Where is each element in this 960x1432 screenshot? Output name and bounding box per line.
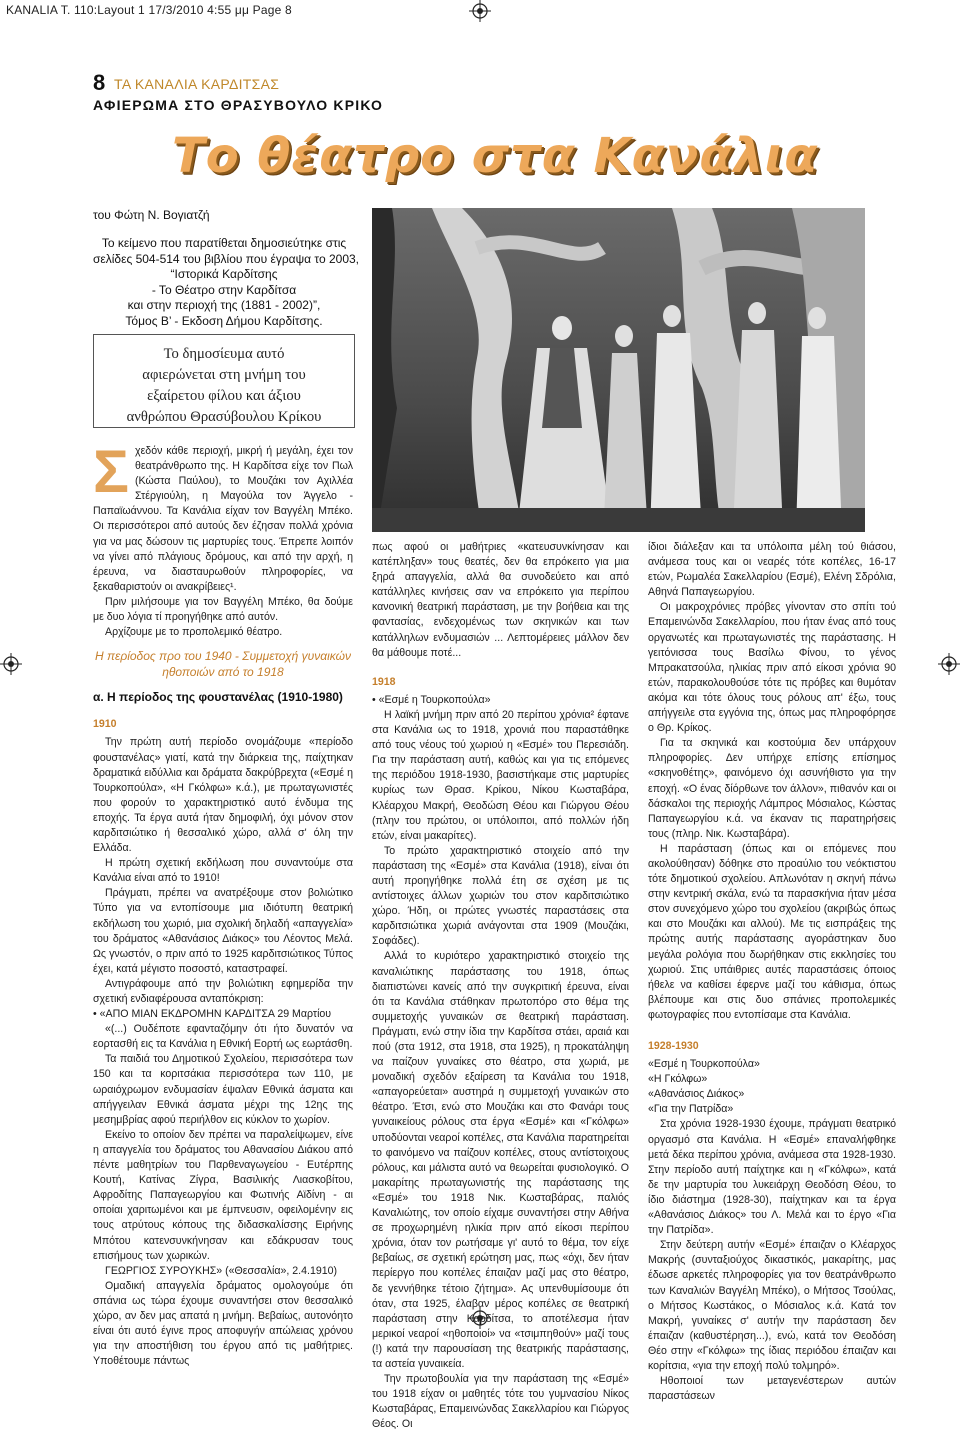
registration-mark-icon [938,653,960,675]
dedication-line: ανθρώπου Θρασύβουλου Κρίκου [126,409,322,425]
dedication-line: αφιερώνεται στη μνήμη του [142,367,306,383]
paragraph: Την πρώτη αυτή περίοδο ονομάζουμε «περίοδο φουστανέλας» γιατί, κατά την διάρκεια της, παίχτηκαν δραματικά ειδύλλια και δράματα δακρύβρεχτα («Εσμέ η Τουρκοπούλα», «Η Γκόλφω» κ.ά.), με πρωταγωνιστές που φορούν το χαρακτηριστικό αυτό ένδυμα της εποχής. Τα έργα αυτά ήταν δημοφιλή, όχι μόνον στον καρδιτσιώτικο ή θεσσαλικό χώρο, αλλά σ' όλη την Ελλάδα. [93,736,353,855]
paragraph: ίδιοι διάλεξαν και τα υπόλοιπα μέλη τού θιάσου, ανάμεσα τους και οι νεαρές τότε κοπέλες, 16-17 ετών, Ρωμαλέα Σακελλαρίου (Εσμέ), Ελένη Σδρόλια, Αθηνά Παπαγεωργίου. [648,541,896,599]
paragraph: Η παράσταση (όπως και οι επόμενες που ακολούθησαν) δόθηκε στο προαύλιο του νεόκτιστου τότε δημοτικού σχολείου. Απλωνόταν η σκηνή πάνω στην κεντρική σκάλα, ενώ τα παρασκήνια ήταν μέσα στον συνεχόμενο χώρο του σχολείου (ακριβώς όπως και στο Μουζάκι και αλλού). Με τις εισπράξεις της πρώτης αυτής παράστασης αγοράστηκαν δυο μεγάλα ρολόγια που δωρήθηκαν στις εκκλησίες του χωριού. Στις υπάιθριες αυτές παραστάσεις όποιος ήθελε να καθίσει έφερνε μαζί του κάθισμα, όπως βλέπουμε και στις δυο σπάνιες προπολεμικές φωτογραφίες που εντοπίσαμε στα Κανάλια. [648,842,896,1021]
paragraph: Η λαϊκή μνήμη πριν από 20 περίπου χρόνια² έφτανε στα Κανάλια ως το 1918, χρονιά που παραστάθηκε από τους νέους τού χωριού η «Εσμέ» του Περεσιάδη. Για την παράσταση αυτή, καθώς και για τις επόμενες της περιόδου 1918-1930, βασιστήκαμε στις μαρτυρίες κυρίως των Θρασ. Κρίκου, Νίκου Κωσταβάρα, Κλέαρχου Μακρή, Θεοδώση Θέου και Γιώργου Θέου (πλην του πρώτου, οι υπόλοιποι, από πολλών ήδη ετών, είναι μακαρίτες). [372,708,629,842]
paragraph: Στα χρόνια 1928-1930 έχουμε, πράγματι θεατρικό οργασμό στα Κανάλια. Η «Εσμέ» επαναλήφθηκε μετά δέκα περίπου χρόνια, ανάμεσα στα 1928-1930. Στην περίοδο αυτή παίχτηκε και η «Γκόλφω», κατά δε την μαρτυρία του λυκειάρχη Θεοδόση Θέου, το ίδιο διάστημα (1928-30), παίχτηκαν και τα έργα «Αθανάσιος Διάκος» του Λ. Μελά και το έργο «Για την Πατρίδα». [648,1118,896,1237]
page-number: 8 [93,70,106,95]
quote-paragraph: «(...) Ουδέποτε εφανταζόμην ότι ήτο δυνατόν να εορτασθή εις τα Κανάλια η Εθνική Εορτή ως εωρτάσθη. [93,1023,353,1051]
quote-heading: • «ΑΠΟ ΜΙΑΝ ΕΚΔΡΟΜΗΝ ΚΑΡΔΙΤΣΑ 29 Μαρτίου [93,1008,332,1021]
series-title: ΑΦΙΕΡΩΜΑ ΣΤΟ ΘΡΑΣΥΒΟΥΛΟ ΚΡΙΚΟ [93,97,384,113]
intro-line: Τόμος Β’ - Εκδοση Δήμου Καρδίτσης. [125,313,323,328]
play-title: «Η Γκόλφω» [648,1073,708,1086]
paragraph: Για τα σκηνικά και κοστούμια δεν υπάρχουν πληροφορίες. Δεν υπήρχε επίσης επίσημος «σκηνοθέτης», φαινόμενο όχι ασυνήθιστο για την εποχή. «Ο ένας δίόρθωνε τον άλλον», πιθανόν και οι δάσκαλοι της περιοχής Λάμπρος Μόσιαλος, Κώστας Παπαγεωργίου κ.ά. να έκαναν τις παρατηρήσεις τους (πληρ. Νικ. Κωσταβάρα). [648,737,896,840]
play-title: «Αθανάσιος Διάκος» [648,1088,745,1101]
paragraph: Αρχίζουμε με το προπολεμικό θέατρο. [105,626,283,639]
article-column-2 [372,540,629,1432]
intro-line: - Το Θέατρο στην Καρδίτσα [151,282,297,297]
article-column-1 [93,438,353,1369]
play-title: «Εσμέ η Τουρκοπούλα» [648,1058,760,1071]
drop-cap: Σ [93,438,130,505]
theatre-photo [372,208,865,532]
subheading: Η περίοδος προ του 1940 - Συμμετοχή γυναικών ηθοποιών από το 1918 [95,649,351,680]
section-heading: α. Η περίοδος της φουστανέλας (1910-1980) [93,690,343,705]
intro-note [93,236,360,330]
intro-line: Το κείμενο που παρατίθεται δημοσιεύτηκε στις [101,236,347,250]
year-heading: 1910 [93,718,117,731]
year-heading: 1928-1930 [648,1040,699,1052]
section-title: ΤΑ ΚΑΝΑΛΙΑ ΚΑΡΔΙΤΣΑΣ [114,76,280,92]
intro-line: σελίδες 504-514 του βιβλίου που έγραψα το 2003, [93,251,360,266]
paragraph: Αλλά το κυριότερο χαρακτηριστικό στοιχείο της καναλιώτικης παράστασης του 1918, όπως διαπιστώνει κανείς από την συγκριτική έρευνα, είναι ότι τα Κανάλια στάθηκαν πρωτοπόρο στο θέμα της συμμετοχής γυναικών σε θεατρική παράσταση. Πράγματι, ενώ στην ίδια την Καρδίτσα στάει, αραιά και πού (στα 1912, στα 1918, στα 1925), η προκατάληψη να παίζουν γυναίκες στο θέατρο, στα χωριά, με μοναδική σχεδόν εξαίρεση τα Κανάλια του 1918, «απαγορεύεται» αυστηρά η συμμετοχή γυναικών στο θέατρο. Έτσι, ενώ στο Μουζάκι και στο Φανάρι τους γυναικείους ρόλους στα έργα «Εσμέ» και «Γκόλφω» υποδύονται νεαροί κοπέλες, στα Κανάλια παρατηρείται το φαινόμενο να παίζουν κοπέλες, στους αντίστοιχους ρόλους, και μάλιστα αυτό να θεωρείται φυσιολογικό. Ο μακαρίτης πρωταγωνιστής της παράστασης της «Εσμέ» του 1918 Νικ. Κωσταβάρας, παλιός Καναλιώτης, τον οποίο είχαμε συναντήσει στην Αθήνα σε προχωρημένη ηλικία πριν από είκοσι περίπου χρόνια, όταν τον ρωτήσαμε γι' αυτό το θέμα, τον είχε βεβαίως, σε σχετική ερώτηση μας, πως «όχι, δεν ήταν περίεργο που κοπέλες έπαιζαν μαζί μας στο θέατρο, δε γεννήθηκε τέτοιο ζήτημα». Ας υπενθυμίσουμε ότι όταν, στα 1925, έλαβαν μέρος κοπέλες σε θεατρική παράσταση στην Καρδίτσα, το αποτέλεσμα ήταν μερικοί νεαροί «ηθοποιοί» να «τσιμπηθούν» μαζί τους (!) κατά την παρουσίαση της θεατρικής παράστασης, τα αστεία γυναικεία. [372,950,629,1370]
registration-mark-icon [469,0,491,22]
paragraph: Αντιγράφουμε από την βολιώτικη εφημερίδα την σχετική ενδιαφέρουσα ανταπόκριση: [93,977,353,1005]
paragraph: Πράγματι, πρέπει να ανατρέξουμε στον βολιώτικο Τύπο για να εντοπίσουμε μια ιδιότυπη θεατρική εκδήλωση του χωριό, μια σχολική δηλαδή «απαγγελία» του δράματος «Αθανάσιος Διάκος» του Λέοντος Μελά. Ως γνωστόν, ο πριν από το 1925 καρδιτσιώτικος Τύπος έχει, κατά μέγιστο ποσοστό, καταστραφεί. [93,887,353,975]
paragraph: Ομαδική απαγγελία δράματος ομολογούμε ότι σπάνια ως τώρα έχουμε συναντήσει στον θεσσαλικό χώρο, αν δεν μας απατά η μνήμη. Βεβαίως, αυτονόητο είναι ότι αυτό έγινε προς αποφυγήν απώλειας χρόνου για την αποστήθιση του έργου από τις μαθήτριες. Υποθέτουμε πάντως [93,1279,353,1368]
byline: του Φώτη Ν. Βογιατζή [93,208,210,222]
quote-paragraph: Εκείνο το οποίον δεν πρέπει να παραλείψωμεν, είνε η απαγγελία του δράματος του Αθανασίου Διάκου από πέντε μαθητρίων του Παρθεναγωγείου - Ευτέρπης Κουτή, Κατίνας Ζίγρα, Βασιλικής Λιασκοβίτου, Αφροδίτης Παπαγεωργίου και Φωτινής Αϊδίνη - αι οποίαι χαριτωμένοι και με έμπνευσιν, οφειλομένην εις τους ατρύτους κόπους της διδασκαλίσσης Ειρήνης Μπότου κατενσυνκήνησαν και εδάκρυσαν τους επισήμους των χωρικών. [93,1128,353,1262]
paragraph: Στην δεύτερη αυτήν «Εσμέ» έπαιζαν ο Κλέαρχος Μακρής (συνταξιούχος δικαστικός, μακαρίτης, μας έδωσε αρκετές πληροφορίες για τον θεατράνθρωπο των Καναλιών Βαγγέλη Μπέκο), ο Μήτσος Τσούλας, ο Μήτσος Κωστάκος, ο Μόσιαλος κ.ά. Κατά τον Μακρή, γυναίκες σ' αυτήν την παράσταση δεν έπαιζαν (καθυστέρηση...), ενώ, κατά τον Θεοδόση Θέο στην «Γκόλφω» της ίδιας περιόδου έπαιζαν και κορίτσια, «για την εποχή πολύ τολμηρό». [648,1239,896,1372]
paragraph: Ηθοποιοί των μεταγενέστερων αυτών παραστάσεων [648,1375,896,1403]
quote-signature: ΓΕΩΡΓΙΟΣ ΣΥΡΟΥΚΗΣ» («Θεσσαλία», 2.4.1910) [105,1264,338,1277]
play-title: • «Εσμέ η Τουρκοπούλα» [372,693,491,706]
article-column-3 [648,540,896,1404]
year-heading: 1918 [372,675,396,688]
registration-mark-icon [0,653,22,675]
paragraph: πως αφού οι μαθήτριες «κατευσυνκίνησαν και κατέπληξαν» τους θεατές, δεν θα επρόκειτο για μια ξηρά απαγγελία, αλλά θα συνοδεύετο και από κατάλληλες κινήσεις σαν να επρόκειτο για περίπου κανονική θεατρική παράσταση, με την βοήθεια και της φαντασίας, ενδεχομένως των σκηνικών και των κατάλληλων ενδυμασιών ... Λεπτομέρειες μάλλον δεν θα μάθουμε ποτέ... [372,541,629,659]
print-slug: KANALIA T. 110:Layout 1 17/3/2010 4:55 μμ Page 8 [6,3,292,17]
dedication-box [93,334,355,428]
paragraph: Την πρωτοβουλία για την παράσταση της «Εσμέ» του 1918 είχαν οι μαθητές τότε του γυμνασίου Νίκος Κωσταβάρας, Επαμεινώνδας Σακελλαρίου και Γιώργος Θέος. Οι [372,1373,629,1431]
paragraph: Η πρώτη σχετική εκδήλωση που συναντούμε στα Κανάλια είναι από το 1910! [93,857,353,885]
intro-line: “Ιστορικά Καρδίτσης [170,267,278,282]
lead-paragraph: Σχεδόν κάθε περιοχή, μικρή ή μεγάλη, έχει τον θεατράνθρωπο της. Η Καρδίτσα είχε τον Πωλ (Κώστα Παύλου), το Μουζάκι τον Αχιλλέα Στέργιούλη, η Μαγούλα τον Άγγελο - Παπαϊωάννου. Τα Κανάλια είχαν τον Βαγγέλη Μπέκο. Οι περισσότεροι από αυτούς δεν έζησαν πολλά χρόνια για να μας δώσουν τις μαρτυρίες τους. Έπρεπε λοιπόν να γίνει από πλάγιους δρόμους, και από την αρχή, η έρευνα, να διασταυρωθούν πληροφορίες, να ξεκαθαριστούν οι ανακρίβειες¹. [93,438,353,593]
intro-line: και στην περιοχή της (1881 - 2002)”, [127,298,321,313]
dedication-line: Το δημοσίευμα αυτό [163,346,285,362]
paragraph: Οι μακροχρόνιες πρόβες γίνονταν στο σπίτι τού Επαμεινώνδα Σακελλαρίου, που ήταν ένας από τους οργανωτές και πρωταγωνιστές της παράστασης. Η γειτόνισσα τους Βασίλω Φίνου, το γένος Μπρακατσούλα, ηλικίας πριν από είκοσι χρόνια 90 ετών, παρακολουθούσε τότε τις πρόβες και θυμόταν ακόμα και τότε όλους τους ρόλους απ' έξω, τους απήγγειλε στα εγγόνια της, όπως μας πληροφόρησε ο Θρ. Κρίκος. [648,601,896,735]
paragraph: Το πρώτο χαρακτηριστικό στοιχείο από την παράσταση της «Εσμέ» στα Κανάλια (1918), είναι ότι αυτή προηγήθηκε πολλά έτη σε σχέση με τις αντίστοιχες άλλων χωριών του στον καρδιτσιώτικο χώρο. Ήδη, οι πρώτες γνωστές παραστάσεις στα καρδιτσιώτικα χωριά ανάγονται στα 1909 (Μουζάκι, Σοφάδες). [372,844,629,948]
dedication-line: εξαίρετου φίλου και άξιου [147,388,301,404]
headline: Το θέατρο στα Κανάλια [172,128,819,184]
play-title: «Για την Πατρίδα» [648,1103,734,1116]
quote-paragraph: Τα παιδιά του Δημοτικού Σχολείου, περισσότερα των 150 και τα κοριτσάκια περισσότερα των 110, με ωραιόχρωμον ενδυμασίαν έψαλαν Εθνικά άσματα και απήγγειλαν Εθνικά άσματα μέχρι της 12ης της μεσημβρίας αφού περιήλθον εις κύκλον το χωρίον. [93,1053,353,1126]
paragraph: Πριν μιλήσουμε για τον Βαγγέλη Μπέκο, θα δούμε με δυο λόγια τί προηγήθηκε από αυτόν. [93,595,353,624]
